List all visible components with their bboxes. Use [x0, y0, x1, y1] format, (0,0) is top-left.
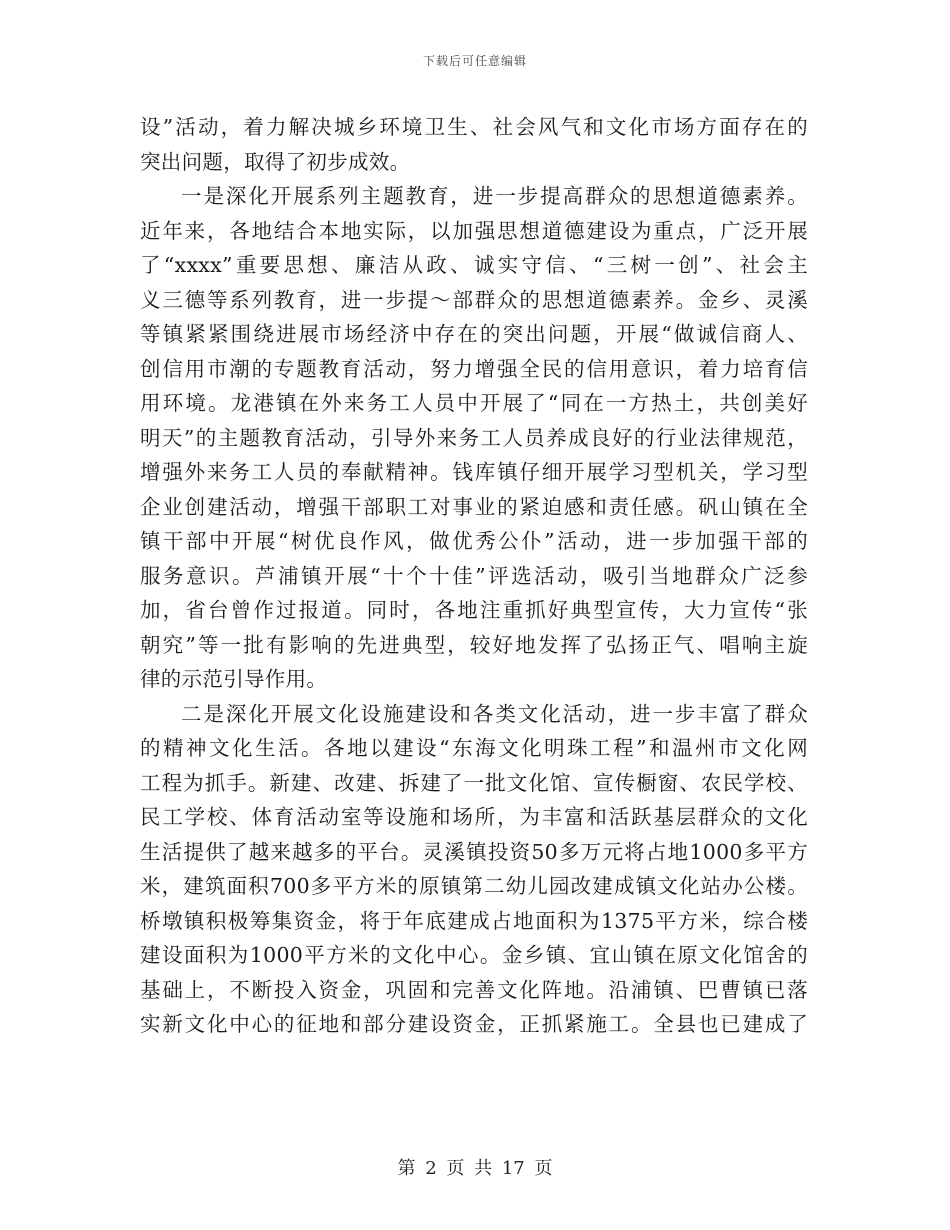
text-line: 实新文化中心的征地和部分建设资金，正抓紧施工。全县也已建成了 [140, 1012, 808, 1036]
text-line: 加，省台曾作过报道。同时，各地注重抓好典型宣传，大力宣传“张 [140, 598, 808, 622]
text-line: 突出问题，取得了初步成效。 [140, 149, 411, 174]
text-line: 服务意识。芦浦镇开展“十个十佳”评选活动，吸引当地群众广泛参 [140, 563, 808, 588]
paragraph-start: 一是深化开展系列主题教育，进一步提高群众的思想道德素养。 [181, 184, 808, 208]
text-line: 桥墩镇积极筹集资金，将于年底建成占地面积为1375平方米，综合楼 [140, 908, 808, 933]
text-line: 设”活动，着力解决城乡环境卫生、社会风气和文化市场方面存在的 [140, 115, 808, 139]
text-line: 镇干部中开展“树优良作风，做优秀公仆”活动，进一步加强干部的 [140, 529, 808, 553]
text-line: 米，建筑面积700多平方米的原镇第二幼儿园改建成镇文化站办公楼。 [140, 874, 808, 898]
text-line: 工程为抓手。新建、改建、拆建了一批文化馆、宣传橱窗、农民学校、 [140, 770, 808, 795]
text-line: 义三德等系列教育，进一步提～部群众的思想道德素养。金乡、灵溪 [140, 287, 808, 312]
text-line: 了“xxxx”重要思想、廉洁从政、诚实守信、“三树一创”、社会主 [140, 253, 808, 277]
text-line: 创信用市潮的专题教育活动，努力增强全民的信用意识，着力培育信 [140, 356, 808, 381]
document-body [140, 110, 808, 1042]
text-line: 企业创建活动，增强干部职工对事业的紧迫感和责任感。矾山镇在全 [140, 494, 808, 519]
text-line: 民工学校、体育活动室等设施和场所，为丰富和活跃基层群众的文化 [140, 805, 808, 829]
text-line: 的精神文化生活。各地以建设“东海文化明珠工程”和温州市文化网 [140, 736, 808, 760]
text-line: 基础上，不断投入资金，巩固和完善文化阵地。沿浦镇、巴曹镇已落 [140, 977, 808, 1002]
text-line: 近年来，各地结合本地实际，以加强思想道德建设为重点，广泛开展 [140, 218, 808, 243]
page-number: 第 2 页 共 17 页 [397, 1158, 553, 1179]
text-line: 建设面积为1000平方米的文化中心。金乡镇、宜山镇在原文化馆舍的 [140, 943, 808, 967]
text-line: 朝究”等一批有影响的先进典型，较好地发挥了弘扬正气、唱响主旋 [140, 632, 808, 657]
text-line: 等镇紧紧围绕进展市场经济中存在的突出问题，开展“做诚信商人、 [140, 322, 808, 346]
text-line: 律的示范引导作用。 [140, 667, 328, 691]
text-line: 生活提供了越来越多的平台。灵溪镇投资50多万元将占地1000多平方 [140, 839, 808, 864]
text-line: 明天”的主题教育活动，引导外来务工人员养成良好的行业法律规范， [140, 425, 808, 450]
paragraph-start: 二是深化开展文化设施建设和各类文化活动，进一步丰富了群众 [181, 701, 808, 726]
text-line: 用环境。龙港镇在外来务工人员中开展了“同在一方热土，共创美好 [140, 391, 808, 415]
text-line: 增强外来务工人员的奉献精神。钱库镇仔细开展学习型机关，学习型 [140, 460, 808, 484]
page-header: 下载后可任意编辑 [422, 54, 527, 68]
